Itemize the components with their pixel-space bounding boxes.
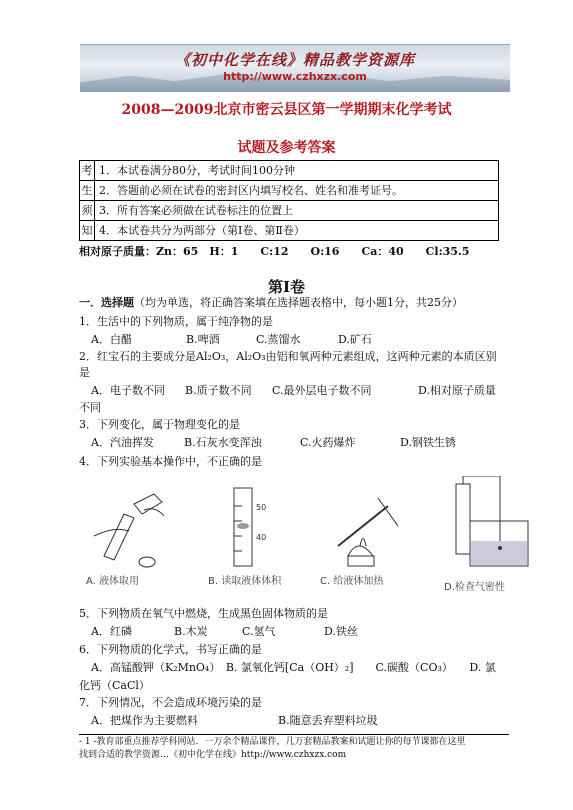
option: C.氢气 [242, 625, 276, 638]
banner-url[interactable]: http://www.czhxzx.com [223, 70, 367, 83]
liquid-pouring-figure [84, 486, 184, 572]
option: A．把煤作为主要燃料 [91, 714, 198, 727]
question-4: 4．下列实验基本操作中，不正确的是 [79, 455, 262, 468]
footer-line[interactable]: 找到合适的教学资源…《初中化学在线》http://www.czhxzx.com [79, 750, 347, 760]
option: A．白醋 [91, 333, 132, 346]
question-2-cont: 是 [79, 366, 90, 379]
option: A．汽油挥发 [91, 436, 154, 449]
intro-label: 一．选择题 [79, 296, 134, 309]
option: D.矿石 [338, 333, 372, 346]
question-3: 3．下列变化，属于物理变化的是 [79, 418, 240, 431]
question-6: 6．下列物质的化学式，书写正确的是 [79, 643, 262, 656]
question-1: 1．生活中的下列物质，属于纯净物的是 [79, 315, 273, 328]
option-line: A．高锰酸钾（K₂MnO₄） B. 氯氧化钙[Ca（OH）₂] C.碳酸（CO₃） D. 氯 [91, 661, 496, 674]
page-subtitle: 试题及参考答案 [237, 140, 336, 156]
section-heading: 第Ⅰ卷 [267, 278, 306, 296]
notice-key: 考 [80, 161, 95, 181]
option: B.质子数不同 [185, 384, 252, 397]
banner-title: 《初中化学在线》精品教学资源库 [174, 51, 415, 69]
notice-key: 知 [80, 221, 95, 241]
question-2-tail: 不同 [79, 401, 101, 414]
notice-item: 1．本试卷满分80分，考试时间100分钟 [95, 161, 499, 181]
question-2: 2．红宝石的主要成分是Al₂O₃，Al₂O₃由铝和氧两种元素组成，这两种元素的本质区别 [79, 350, 497, 363]
option: D.钢铁生锈 [400, 436, 456, 449]
option: D.相对原子质量 [418, 384, 496, 397]
page-footer [79, 734, 509, 762]
notice-key: 须 [80, 201, 95, 221]
option: B.石灰水变浑浊 [184, 436, 262, 449]
figure-caption: D.检查气密性 [444, 582, 505, 593]
notice-item: 4．本试卷共分为两部分（第Ⅰ卷、第Ⅱ卷） [95, 221, 499, 241]
notice-item: 2．答题前必须在试卷的密封区内填写校名、姓名和准考证号。 [95, 181, 499, 201]
option: C.火药爆炸 [300, 436, 356, 449]
question-6-tail: 化钙（CaCl） [79, 679, 150, 692]
svg-text:40: 40 [256, 533, 267, 542]
option: A．电子数不同 [91, 384, 165, 397]
exam-notice-table [79, 160, 499, 241]
site-banner [80, 44, 510, 92]
notice-item: 3．所有答案必须做在试卷标注的位置上 [95, 201, 499, 221]
option: A．红磷 [91, 625, 132, 638]
option: B.木炭 [174, 625, 208, 638]
question-5: 5．下列物质在氧气中燃烧，生成黑色固体物质的是 [79, 607, 328, 620]
section-intro [79, 296, 463, 310]
option: D.铁丝 [324, 625, 358, 638]
notice-key: 生 [80, 181, 95, 201]
intro-text: （均为单选，将正确答案填在选择题表格中，每小题1分，共25分） [134, 296, 463, 309]
figure-caption: B. 读取液体体积 [208, 576, 282, 587]
footer-line: - 1 -教育部重点推荐学科网站．一万余个精品课件，几万套精品教案和试题让你的每节课都在这里 [79, 737, 466, 747]
figure-caption: A. 液体取用 [86, 576, 140, 587]
page-title: 2008—2009北京市密云县区第一学期期末化学考试 [121, 102, 452, 118]
heating-liquid-figure [318, 486, 418, 572]
airtightness-figure [440, 476, 530, 576]
atomic-mass-line: 相对原子质量：Zn：65 H：1 C:12 O:16 Ca：40 Cl:35.5 [79, 245, 470, 258]
graduated-cylinder-figure [210, 486, 300, 572]
option: B.啤酒 [186, 333, 220, 346]
option: B.随意丢弃塑料垃圾 [278, 714, 378, 727]
figure-caption: C. 给液体加热 [320, 576, 384, 587]
question-7: 7．下列情况，不会造成环境污染的是 [79, 696, 262, 709]
option: C.最外层电子数不同 [272, 384, 372, 397]
option: C.蒸馏水 [256, 333, 301, 346]
svg-text:50: 50 [256, 503, 267, 512]
